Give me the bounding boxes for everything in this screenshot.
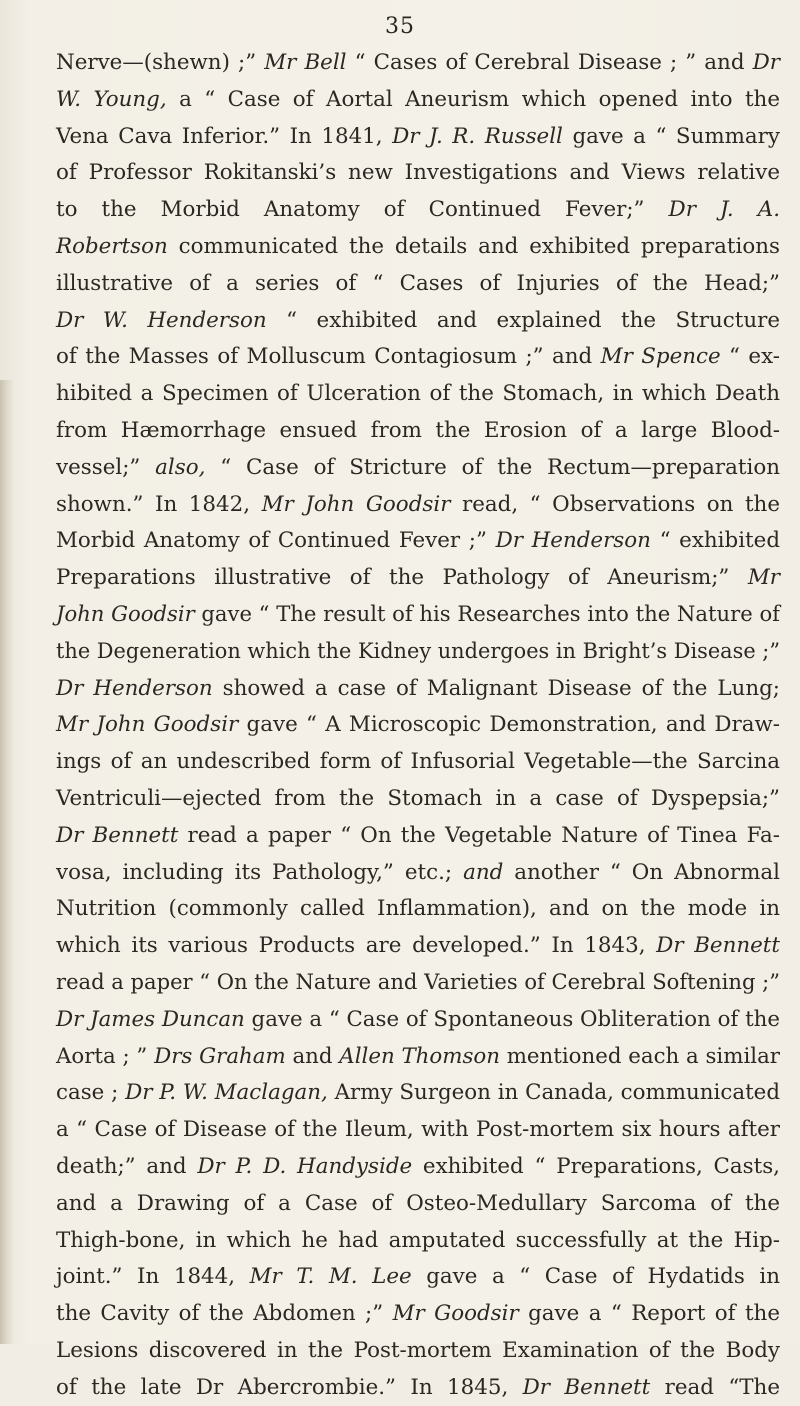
text-line <box>56 155 780 192</box>
text-line <box>56 671 780 708</box>
text-line <box>56 1370 780 1406</box>
text-run: “ Cases of Cerebral Disease ; ” and <box>346 50 753 75</box>
text-run: and a Drawing of a Case of Osteo-Medullary Sarcoma of the <box>56 1190 780 1216</box>
text-run: “ exhibited and explained the Structure <box>266 307 780 333</box>
text-run: “ ex- <box>720 344 780 370</box>
text-run: Thigh-bone, in which he had amputated successfully at the Hip- <box>56 1227 780 1253</box>
italic-name: Mr T. M. Lee <box>249 1264 412 1290</box>
text-run: read, “ Observations on the <box>450 491 780 517</box>
text-run: vosa, including its Pathology,” etc.; <box>56 859 464 885</box>
text-line <box>56 891 780 928</box>
italic-name: Dr <box>752 50 780 75</box>
text-run: the Degeneration which the Kidney undergoes in Bright’s Disease ;” <box>56 638 780 664</box>
italic-name: Dr W. Henderson <box>56 307 267 333</box>
text-run: exhibited “ Preparations, Casts, <box>412 1153 780 1179</box>
text-line <box>56 487 780 524</box>
text-line <box>56 450 780 487</box>
text-line <box>56 1039 780 1076</box>
text-run: of the Masses of Molluscum Contagiosum ;” and <box>56 344 601 370</box>
text-line <box>56 781 780 818</box>
text-line <box>56 45 780 82</box>
text-line <box>56 965 780 1002</box>
italic-name: Dr P. D. Handyside <box>197 1153 413 1179</box>
binding-shadow <box>0 380 14 1344</box>
text-run: hibited a Specimen of Ulceration of the Stomach, in which Death <box>56 381 780 407</box>
text-run: which its various Products are developed.” In 1843, <box>56 933 657 959</box>
body-text <box>56 45 780 1406</box>
text-run: and <box>285 1043 340 1069</box>
text-run: Ventriculi—ejected from the Stomach in a case of Dyspepsia;” <box>56 785 780 811</box>
text-line <box>56 192 780 229</box>
text-line <box>56 1333 780 1370</box>
text-run: communicated the details and exhibited preparations <box>167 233 780 259</box>
text-run: shown.” In 1842, <box>56 491 262 517</box>
text-run: a “ Case of Disease of the Ileum, with Post-mortem six hours after <box>56 1117 780 1143</box>
text-run: Morbid Anatomy of Continued Fever ;” <box>56 528 496 554</box>
text-run: gave a “ Report of the <box>518 1301 780 1327</box>
text-line <box>56 523 780 560</box>
italic-name: Mr John Goodsir <box>261 491 451 517</box>
text-run: Nutrition (commonly called Inflammation), and on the mode in <box>56 896 780 922</box>
text-line <box>56 1112 780 1149</box>
text-line <box>56 818 780 855</box>
italic-name: Mr <box>747 565 780 591</box>
text-line <box>56 1186 780 1223</box>
text-line <box>56 928 780 965</box>
italic-name: Dr James Duncan <box>56 1006 245 1032</box>
italic-name: Mr Bell <box>264 50 347 75</box>
text-line <box>56 1075 779 1112</box>
italic-name: Allen Thomson <box>339 1043 500 1069</box>
text-line <box>56 1149 780 1186</box>
italic-name: Mr John Goodsir <box>56 712 239 738</box>
italic-name: Drs Graham <box>154 1043 286 1069</box>
italic-name: Dr J. A. <box>668 197 780 223</box>
text-line <box>56 560 780 597</box>
italic-name: Dr Bennett <box>522 1374 651 1400</box>
text-run: case ; <box>56 1080 126 1106</box>
italic-name: Dr Henderson <box>56 675 213 701</box>
italic-name: Dr P. W. Maclagan, <box>125 1080 328 1106</box>
text-run: another “ On Abnormal <box>503 859 780 885</box>
text-line <box>56 1002 780 1039</box>
italic-name: Dr Bennett <box>56 822 179 848</box>
text-line <box>56 597 781 634</box>
text-run: gave a “ Case of Spontaneous Obliteration of the <box>244 1006 780 1032</box>
text-run: “ exhibited <box>650 528 781 554</box>
text-run: Preparations illustrative of the Pathology of Aneurism;” <box>56 565 748 591</box>
text-run: from Hæmorrhage ensued from the Erosion of a large Blood- <box>56 417 780 443</box>
text-line <box>56 303 780 340</box>
text-line <box>56 1223 780 1260</box>
text-run: read “The <box>650 1374 780 1400</box>
italic-name: Mr Goodsir <box>392 1301 519 1327</box>
text-run: gave “ A Microscopic Demonstration, and Draw- <box>238 712 780 738</box>
text-run: ings of an undescribed form of Infusorial Vegetable—the Sarcina <box>56 749 780 775</box>
text-line <box>56 855 780 892</box>
text-run: illustrative of a series of “ Cases of Injuries of the Head;” <box>56 270 780 296</box>
text-run: Nerve—(shewn) ;” <box>56 50 265 75</box>
italic-name: John Goodsir <box>56 601 195 627</box>
italic-name: Robertson <box>56 233 168 259</box>
italic-name: Dr J. R. Russell <box>392 123 563 149</box>
text-run: gave “ The result of his Researches into the Nature of <box>194 601 781 627</box>
text-run: Vena Cava Inferior.” In 1841, <box>56 123 393 149</box>
page-number: 35 <box>385 14 415 39</box>
text-run: of Professor Rokitanski’s new Investigations and Views relative <box>56 160 780 186</box>
text-line <box>56 707 780 744</box>
text-run: the Cavity of the Abdomen ;” <box>56 1301 393 1327</box>
text-line <box>56 229 780 266</box>
italic-name: Dr Bennett <box>656 933 780 959</box>
italic-name: Dr Henderson <box>495 528 651 554</box>
text-run: read a paper “ On the Vegetable Nature of Tinea Fa- <box>178 822 780 848</box>
text-line <box>56 1296 780 1333</box>
italic-name: also, <box>155 454 206 480</box>
text-line <box>56 413 780 450</box>
text-run: death;” and <box>56 1153 198 1179</box>
text-line <box>56 744 780 781</box>
text-line <box>56 634 780 671</box>
text-run: gave a “ Case of Hydatids in <box>411 1264 780 1290</box>
text-run: gave a “ Summary <box>562 123 780 149</box>
text-run: mentioned each a similar <box>499 1043 780 1069</box>
text-line <box>56 339 780 376</box>
text-run: Army Surgeon in Canada, communicated <box>327 1080 780 1106</box>
text-run: Lesions discovered in the Post-mortem Examination of the Body <box>56 1337 780 1363</box>
text-line <box>56 1259 780 1296</box>
text-run: of the late Dr Abercrombie.” In 1845, <box>56 1374 523 1400</box>
text-run: vessel;” <box>56 454 156 480</box>
text-line <box>56 119 780 156</box>
text-run: showed a case of Malignant Disease of the Lung; <box>212 675 781 701</box>
text-run: read a paper “ On the Nature and Varieties of Cerebral Softening ;” <box>56 969 780 995</box>
text-run: “ Case of Stricture of the Rectum—preparation <box>205 454 780 480</box>
text-line <box>56 82 780 119</box>
text-run: joint.” In 1844, <box>56 1264 250 1290</box>
italic-name: and <box>463 859 504 885</box>
text-run: a “ Case of Aortal Aneurism which opened into the <box>166 86 780 112</box>
text-line <box>56 376 780 413</box>
text-run: to the Morbid Anatomy of Continued Fever;” <box>56 197 669 223</box>
text-run: Aorta ; ” <box>56 1043 155 1069</box>
italic-name: W. Young, <box>56 86 167 112</box>
italic-name: Mr Spence <box>600 344 721 370</box>
text-line <box>56 266 780 303</box>
